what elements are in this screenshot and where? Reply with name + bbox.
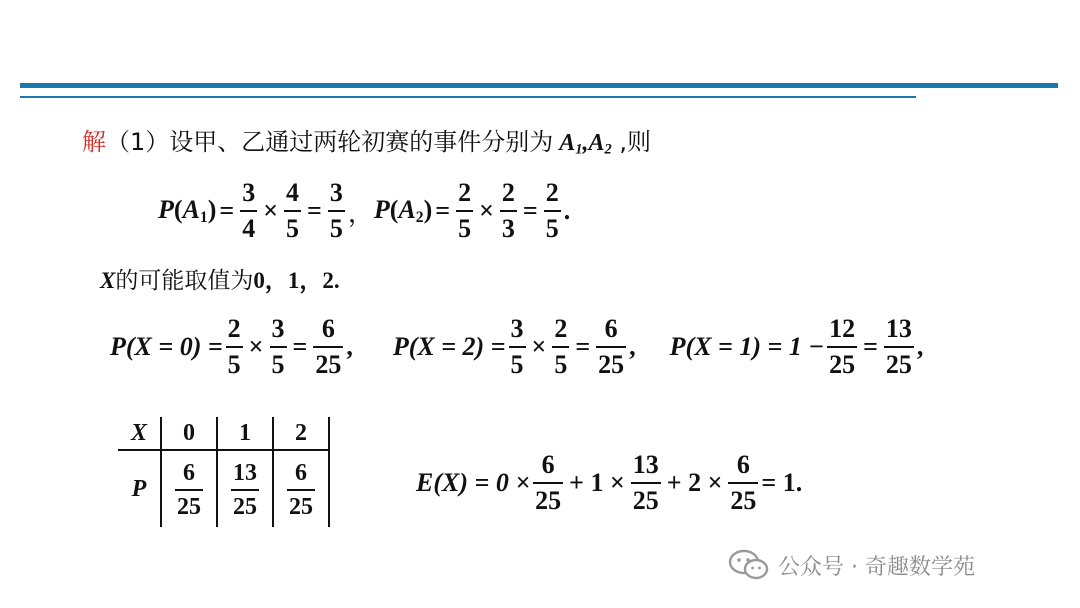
- equals: =: [863, 332, 878, 361]
- denominator: 25: [827, 346, 857, 378]
- times: ×: [479, 196, 494, 225]
- fraction: [596, 316, 626, 378]
- numerator: 6: [295, 459, 307, 486]
- numerator: 2: [458, 178, 472, 207]
- numerator: 2: [501, 178, 515, 207]
- denominator: 5: [226, 346, 243, 378]
- denominator: 25: [533, 482, 563, 514]
- header-rule-thick: [20, 83, 1058, 88]
- equals: =: [292, 332, 308, 361]
- numerator: 6: [604, 314, 618, 343]
- p-symbol: P: [373, 195, 390, 225]
- a-letter: A: [559, 130, 576, 156]
- fraction: [500, 180, 517, 242]
- numerator: 4: [286, 178, 300, 207]
- p-symbol: P: [158, 195, 174, 225]
- fraction: [313, 316, 343, 378]
- a-comma: ,: [582, 130, 589, 156]
- a-letter-2: A: [588, 130, 605, 156]
- denominator: 5: [509, 346, 526, 378]
- fraction: [884, 316, 914, 378]
- plus-term: + 1 ×: [569, 468, 625, 497]
- paren: (: [389, 195, 399, 225]
- p-label: P: [131, 475, 147, 502]
- times: ×: [248, 332, 264, 361]
- row-label-x: [118, 417, 161, 450]
- table-row: [118, 417, 329, 450]
- separator: ，: [347, 198, 374, 229]
- fraction: [552, 316, 569, 378]
- numerator: 3: [271, 314, 285, 343]
- p-x0-lhs: P(X = 0) =: [110, 332, 223, 361]
- equals: =: [522, 196, 538, 225]
- numerator: 2: [554, 314, 568, 343]
- numerator: 13: [233, 459, 257, 486]
- paren: (: [173, 195, 183, 225]
- x-label: X: [130, 419, 147, 446]
- expectation-equation: [416, 452, 802, 514]
- values-text: 的可能取值为: [115, 268, 254, 294]
- fraction: [270, 316, 287, 378]
- fraction: [226, 316, 243, 378]
- numerator: 2: [545, 178, 559, 207]
- paren: ): [423, 195, 433, 225]
- period: .: [563, 196, 571, 225]
- equals: =: [435, 196, 451, 225]
- denominator: 5: [270, 346, 287, 378]
- comma: ,: [346, 332, 353, 361]
- a-sub-1: 1: [575, 141, 583, 158]
- a-sub-2: 2: [604, 141, 612, 158]
- intro-text: （1）设甲、乙通过两轮初赛的事件分别为: [106, 128, 554, 156]
- paren: ): [207, 195, 217, 225]
- numerator: 12: [829, 314, 856, 343]
- watermark: [728, 548, 975, 582]
- intro-suffix: ,则: [611, 128, 651, 156]
- possible-values: [100, 262, 340, 295]
- numerator: 2: [227, 314, 241, 343]
- table-cell: [273, 450, 329, 527]
- denominator: 5: [552, 346, 569, 378]
- numerator: 3: [242, 178, 256, 207]
- comma: ,: [916, 332, 924, 361]
- table-cell: 0: [161, 417, 217, 450]
- result: = 1.: [761, 468, 803, 497]
- sub-1: 1: [199, 208, 208, 226]
- times: ×: [531, 332, 547, 361]
- sub-2: 2: [415, 208, 424, 226]
- denominator: 25: [884, 346, 914, 378]
- table-cell: 1: [217, 417, 273, 450]
- fraction: [544, 180, 561, 242]
- expectation-lhs: E(X) = 0 ×: [416, 468, 531, 497]
- table-cell: [217, 450, 273, 527]
- equals: =: [575, 332, 591, 361]
- numerator: 3: [510, 314, 524, 343]
- distribution-table: [118, 417, 330, 527]
- fraction: [509, 316, 526, 378]
- wechat-icon: [728, 548, 770, 582]
- denominator: 25: [231, 489, 259, 519]
- fraction: [175, 461, 203, 519]
- numerator: 3: [329, 178, 343, 207]
- a-symbol: A: [182, 195, 200, 225]
- denominator: 25: [728, 482, 758, 514]
- solution-label: 解: [82, 128, 106, 156]
- numerator: 6: [736, 450, 750, 479]
- table-cell: 2: [273, 417, 329, 450]
- denominator: 25: [175, 489, 203, 519]
- table-cell: [161, 450, 217, 527]
- denominator: 25: [287, 489, 315, 519]
- p-x1-lhs: P(X = 1) = 1 −: [669, 332, 825, 361]
- comma: ,: [629, 332, 636, 361]
- event-a: [559, 130, 611, 156]
- denominator: 25: [313, 346, 343, 378]
- denominator: 5: [456, 210, 473, 242]
- equals: =: [307, 196, 322, 225]
- times: ×: [263, 196, 279, 225]
- watermark-text: 公众号 · 奇趣数学苑: [778, 554, 975, 580]
- fraction: [287, 461, 315, 519]
- denominator: 25: [631, 482, 661, 514]
- numerator: 13: [885, 314, 912, 343]
- denominator: 5: [328, 210, 345, 242]
- fraction: [728, 452, 758, 514]
- fraction: [328, 180, 345, 242]
- denominator: 25: [596, 346, 626, 378]
- denominator: 5: [284, 210, 301, 242]
- equals: =: [219, 196, 235, 225]
- denominator: 4: [240, 210, 257, 242]
- fraction: [827, 316, 857, 378]
- numerator: 13: [632, 450, 659, 479]
- row-label-p: [118, 450, 161, 527]
- p-x2-lhs: P(X = 2) =: [392, 332, 506, 361]
- numerator: 6: [183, 459, 195, 486]
- fraction: [456, 180, 473, 242]
- probability-a-equation: [158, 180, 570, 242]
- numerator: 6: [321, 314, 335, 343]
- fraction: [284, 180, 301, 242]
- x-variable: X: [100, 268, 116, 293]
- probability-x-equations: [110, 316, 923, 378]
- denominator: 3: [500, 210, 517, 242]
- table-row: [118, 450, 329, 527]
- values-list: 0，1，2.: [253, 268, 340, 293]
- a-symbol: A: [398, 195, 416, 225]
- fraction: [533, 452, 563, 514]
- plus-term: + 2 ×: [666, 468, 723, 497]
- header-rule-thin: [20, 96, 916, 98]
- solution-intro: [82, 122, 651, 159]
- fraction: [240, 180, 257, 242]
- fraction: [231, 461, 259, 519]
- numerator: 6: [541, 450, 555, 479]
- fraction: [631, 452, 661, 514]
- denominator: 5: [544, 210, 561, 242]
